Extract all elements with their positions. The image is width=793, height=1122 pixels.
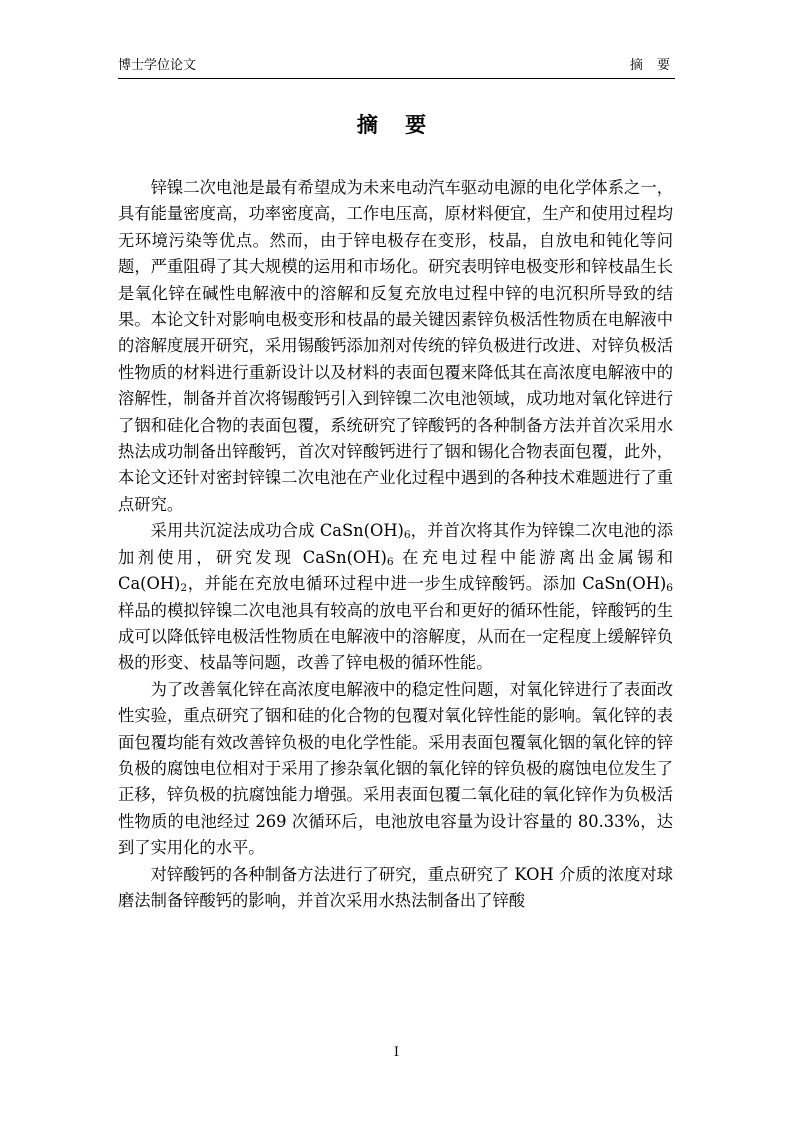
- subscript: 6: [386, 555, 394, 568]
- subscript: 2: [180, 582, 188, 595]
- paragraph-text: 样品的模拟锌镍二次电池具有较高的放电平台和更好的循环性能，锌酸钙的生成可以降低锌电极活性物质在电解液中的溶解度，从而在一定程度上缓解锌负极的形变、枝晶等问题，改善了锌电极的循环性能。: [118, 600, 673, 673]
- abstract-body: [118, 175, 673, 914]
- paragraph-text: ，并首次将其作为锌镍二次电池的添加剂使用，研究发现 CaSn(OH): [118, 521, 673, 567]
- paragraph-text: 为了改善氧化锌在高浓度电解液中的稳定性问题，对氧化锌进行了表面改性实验，重点研究了铟和硅的化合物的包覆对氧化锌性能的影响。氧化锌的表面包覆均能有效改善锌负极的电化学性能。采用表面包覆氧化铟的氧化锌的锌负极的腐蚀电位相对于采用了掺杂氧化铟的氧化锌的锌负极的腐蚀电位发生了正移，锌负极的抗腐蚀能力增强。采用表面包覆二氧化硅的氧化锌作为负极活性物质的电池经过 269 次循环后，电池放电容量为设计容量的 80.33%，达到了实用化的水平。: [118, 679, 673, 858]
- subscript: 6: [666, 582, 673, 595]
- paragraph-3: [118, 677, 673, 862]
- page-number: I: [393, 1045, 400, 1060]
- subscript: 6: [403, 529, 411, 542]
- paragraph-text: 锌镍二次电池是最有希望成为未来电动汽车驱动电源的电化学体系之一，具有能量密度高，功率密度高，工作电压高，原材料便宜，生产和使用过程均无环境污染等优点。然而，由于锌电极存在变形，枝晶，自放电和钝化等问题，严重阻碍了其大规模的运用和市场化。研究表明锌电极变形和锌枝晶生长是氧化锌在碱性电解液中的溶解和反复充放电过程中锌的电沉积所导致的结果。本论文针对影响电极变形和枝晶的最关键因素锌负极活性物质在电解液中的溶解度展开研究，采用锡酸钙添加剂对传统的锌负极进行改进、对锌负极活性物质的材料进行重新设计以及材料的表面包覆来降低其在高浓度电解液中的溶解性，制备并首次将锡酸钙引入到锌镍二次电池领域，成功地对氧化锌进行了铟和硅化合物的表面包覆，系统研究了锌酸钙的各种制备方法并首次采用水热法成功制备出锌酸钙，首次对锌酸钙进行了铟和锡化合物表面包覆，此外，本论文还针对密封锌镍二次电池在产业化过程中遇到的各种技术难题进行了重点研究。: [118, 178, 673, 514]
- header-thesis-type: 博士学位论文: [118, 58, 197, 73]
- header-section-name: 摘 要: [629, 58, 675, 73]
- running-header: [118, 56, 675, 76]
- paragraph-text: 在充电过程中能游离出金属锡和 Ca(OH): [118, 547, 673, 594]
- paragraph-text: 对锌酸钙的各种制备方法进行了研究，重点研究了 KOH 介质的浓度对球磨法制备锌酸钙的影响，并首次采用水热法制备出了锌酸: [118, 864, 673, 910]
- paragraph-text: 采用共沉淀法成功合成 CaSn(OH): [150, 521, 404, 541]
- paragraph-text: ，并能在充放电循环过程中进一步生成锌酸钙。添加 CaSn(OH): [187, 574, 667, 594]
- paragraph-1: [118, 175, 673, 518]
- header-divider: [118, 78, 675, 79]
- page-title: 摘 要: [356, 113, 437, 137]
- paragraph-2: [118, 518, 673, 676]
- paragraph-4: [118, 862, 673, 915]
